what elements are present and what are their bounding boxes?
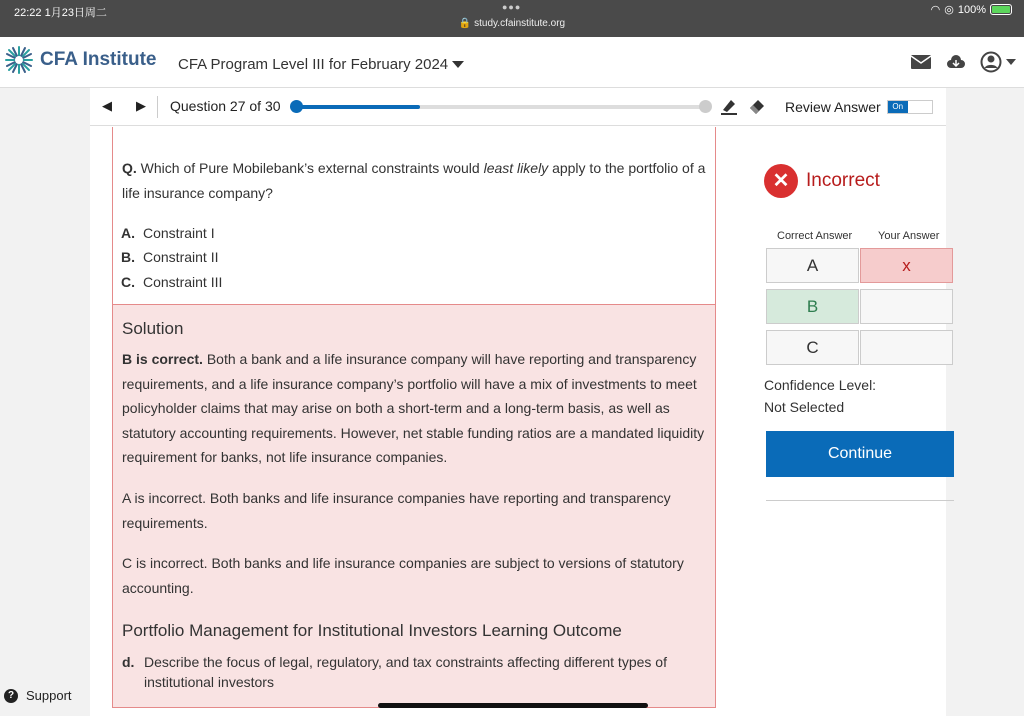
option-c[interactable] xyxy=(121,274,222,290)
battery-percent: 100% xyxy=(957,3,986,16)
question-text xyxy=(122,156,712,206)
progress-end-knob xyxy=(699,100,712,113)
cfa-logo-mark-icon xyxy=(4,45,34,75)
annotation-tools xyxy=(720,97,766,115)
next-question-icon[interactable]: ▶ xyxy=(136,98,146,113)
question-progress-bar[interactable] xyxy=(296,105,706,109)
review-answer-toggle[interactable] xyxy=(887,100,933,114)
solution-a-explanation: A is incorrect. Both banks and life insurance companies have reporting and transparency requirements. xyxy=(122,490,671,531)
cfa-logo[interactable] xyxy=(4,45,156,75)
result-status xyxy=(764,164,880,198)
exam-frame xyxy=(90,88,946,716)
panel-divider xyxy=(766,500,954,501)
option-letter: C. xyxy=(121,274,135,290)
status-right xyxy=(931,3,1012,16)
tab-dots-icon[interactable]: ●●● xyxy=(502,2,522,12)
question-emphasis: least likely xyxy=(483,160,549,176)
status-bar xyxy=(0,0,1024,37)
toggle-on-label: On xyxy=(888,101,908,113)
header-icons xyxy=(910,51,1016,73)
question-toolbar xyxy=(90,88,946,126)
correct-answer-cell-b: B xyxy=(766,289,859,324)
option-a[interactable] xyxy=(121,225,215,241)
your-answer-cell-b xyxy=(860,289,953,324)
cloud-download-icon[interactable] xyxy=(946,54,966,70)
app-header xyxy=(0,37,1024,88)
option-letter: B. xyxy=(121,249,135,265)
toolbar-divider xyxy=(157,96,158,118)
brand-name: CFA Institute xyxy=(40,49,157,70)
learning-outcome-item xyxy=(122,652,702,692)
solution-correct-explanation xyxy=(122,347,710,470)
your-answer-header: Your Answer xyxy=(878,230,940,242)
correct-lead: B is correct. xyxy=(122,351,203,367)
solution-c-explanation: C is incorrect. Both banks and life insurance companies are subject to versions of statutory accounting. xyxy=(122,555,684,596)
continue-button[interactable]: Continue xyxy=(766,431,954,477)
url-bar[interactable]: 🔒 study.cfainstitute.org xyxy=(458,18,566,29)
option-text: Constraint II xyxy=(143,249,219,265)
review-answer-control xyxy=(785,99,933,115)
mail-icon[interactable] xyxy=(910,54,932,70)
progress-fill xyxy=(296,105,420,109)
option-text: Constraint III xyxy=(143,274,223,290)
chevron-down-icon xyxy=(452,61,464,69)
support-label: Support xyxy=(26,688,72,703)
account-icon[interactable] xyxy=(980,51,1016,73)
support-link[interactable] xyxy=(4,688,72,703)
confidence-label: Confidence Level: xyxy=(764,377,877,393)
battery-icon xyxy=(990,4,1012,15)
solution-title: Solution xyxy=(122,319,184,338)
program-selector[interactable] xyxy=(178,56,464,73)
question-prefix: Q. xyxy=(122,160,137,176)
correct-answer-header: Correct Answer xyxy=(777,230,853,242)
correct-text: Both a bank and a life insurance company will have reporting and transparency requirements, and a life insurance company’s portfolio will have a mix of investments to meet policyholder claims that may arise on both a short-term and a long-term basis, as well as statutory accounting requirements. However, net stable funding ratios are a mandated liquidity requirement for banks, not life insurance companies. xyxy=(122,351,705,465)
correct-answer-cell-c: C xyxy=(766,330,859,365)
home-indicator xyxy=(378,703,648,708)
previous-question-icon[interactable]: ◀ xyxy=(102,98,112,113)
highlighter-icon[interactable] xyxy=(720,97,738,115)
confidence-level xyxy=(764,374,876,418)
your-answer-cell-c xyxy=(860,330,953,365)
progress-start-knob xyxy=(290,100,303,113)
option-letter: A. xyxy=(121,225,135,241)
result-label: Incorrect xyxy=(806,170,880,191)
question-text-after: apply to the portfolio of a life insurance company? xyxy=(122,160,706,201)
orientation-lock-icon: ◎ xyxy=(944,4,954,16)
review-answer-label: Review Answer xyxy=(785,99,881,115)
question-card xyxy=(112,127,716,305)
url-text: study.cfainstitute.org xyxy=(474,18,566,29)
program-label: CFA Program Level III for February 2024 xyxy=(178,56,449,73)
confidence-value: Not Selected xyxy=(764,399,845,415)
option-b[interactable] xyxy=(121,249,218,265)
solution-card xyxy=(112,305,716,708)
eraser-icon[interactable] xyxy=(748,97,766,115)
question-counter: Question 27 of 30 xyxy=(170,98,281,114)
your-answer-cell-a: x xyxy=(860,248,953,283)
learning-outcome-title: Portfolio Management for Institutional Investors Learning Outcome xyxy=(122,621,622,640)
learning-outcome-text: Describe the focus of legal, regulatory, and tax constraints affecting different types of institutional investors xyxy=(144,654,667,690)
help-icon: ? xyxy=(4,689,18,703)
question-text-before: Which of Pure Mobilebank’s external constraints would xyxy=(140,160,484,176)
option-text: Constraint I xyxy=(143,225,215,241)
status-time: 22:22 1月23日周二 xyxy=(14,7,107,19)
wifi-icon: ◠ xyxy=(930,4,941,16)
correct-answer-cell-a: A xyxy=(766,248,859,283)
learning-outcome-letter: d. xyxy=(122,654,135,670)
incorrect-icon: ✕ xyxy=(764,164,798,198)
